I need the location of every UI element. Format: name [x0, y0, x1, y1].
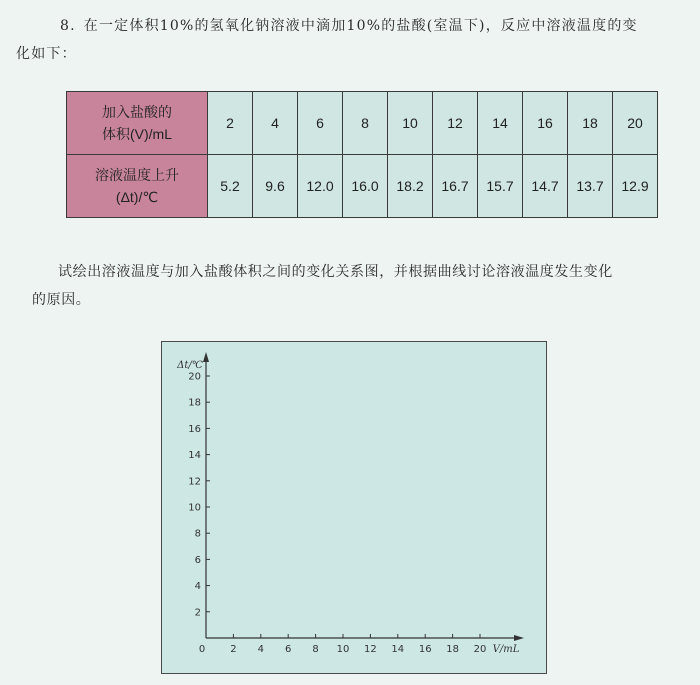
x-tick-label: 16	[418, 644, 432, 655]
volume-cell: 8	[343, 92, 388, 155]
y-tick-label: 18	[188, 397, 201, 409]
temperature-header	[67, 155, 208, 218]
table-row-temperature	[67, 155, 658, 218]
temperature-header-line2: (Δt)/℃	[115, 189, 159, 205]
temperature-header-line1: 溶液温度上升	[95, 167, 179, 183]
temperature-cell: 13.7	[568, 155, 613, 218]
data-table	[66, 91, 658, 218]
graph-svg	[162, 342, 546, 673]
volume-header	[67, 92, 208, 155]
x-tick-label: 6	[285, 644, 292, 655]
x-tick-label: 10	[336, 644, 350, 655]
instruction-line1: 试绘出溶液温度与加入盐酸体积之间的变化关系图，并根据曲线讨论溶液温度发生变化	[58, 264, 613, 280]
y-tick-label: 4	[194, 581, 201, 593]
y-tick-label: 2	[194, 607, 201, 619]
x-tick-label: 8	[312, 644, 319, 655]
temperature-cell: 12.9	[613, 155, 658, 218]
x-tick-label: 0	[198, 644, 206, 655]
volume-cell: 4	[253, 92, 298, 155]
x-tick-label: 18	[446, 644, 459, 655]
x-tick-label: 12	[364, 644, 377, 655]
y-tick-label: 20	[188, 371, 201, 383]
y-tick-label: 14	[188, 450, 201, 462]
x-tick-label: 20	[473, 644, 487, 655]
temperature-cell: 18.2	[388, 155, 433, 218]
instruction	[32, 258, 674, 314]
y-tick-label: 16	[188, 423, 201, 435]
volume-header-line1: 加入盐酸的	[102, 104, 172, 120]
y-tick-label: 6	[194, 554, 201, 566]
volume-cell: 14	[478, 92, 523, 155]
blank-graph	[161, 341, 547, 674]
temperature-cell: 14.7	[523, 155, 568, 218]
temperature-cell: 16.0	[343, 155, 388, 218]
temperature-cell: 16.7	[433, 155, 478, 218]
question-text-line2: 化如下：	[16, 46, 77, 62]
temperature-cell: 5.2	[208, 155, 253, 218]
volume-cell: 2	[208, 92, 253, 155]
volume-cell: 20	[613, 92, 658, 155]
instruction-line2: 的原因。	[32, 292, 91, 308]
table-row-volume	[67, 92, 658, 155]
volume-cell: 6	[298, 92, 343, 155]
x-tick-label: 14	[391, 644, 405, 655]
question-8	[16, 12, 672, 62]
x-tick-label: 2	[230, 644, 237, 655]
question-number: 8.	[60, 18, 76, 34]
x-axis-arrow	[514, 635, 524, 641]
volume-cell: 12	[433, 92, 478, 155]
volume-cell: 10	[388, 92, 433, 155]
x-axis-label: V/mL	[492, 644, 520, 655]
volume-header-line2: 体积(V)/mL	[102, 126, 172, 142]
volume-cell: 18	[568, 92, 613, 155]
y-axis-arrow	[203, 352, 209, 362]
y-tick-label: 8	[194, 528, 201, 540]
question-text-line1: 在一定体积10%的氢氧化钠溶液中滴加10%的盐酸(室温下)，反应中溶液温度的变	[83, 18, 638, 34]
y-axis-label: Δt/℃	[177, 360, 203, 371]
y-tick-label: 10	[188, 502, 201, 514]
x-tick-label: 4	[257, 644, 264, 655]
volume-cell: 16	[523, 92, 568, 155]
temperature-cell: 12.0	[298, 155, 343, 218]
y-tick-label: 12	[188, 476, 201, 488]
temperature-cell: 15.7	[478, 155, 523, 218]
temperature-cell: 9.6	[253, 155, 298, 218]
